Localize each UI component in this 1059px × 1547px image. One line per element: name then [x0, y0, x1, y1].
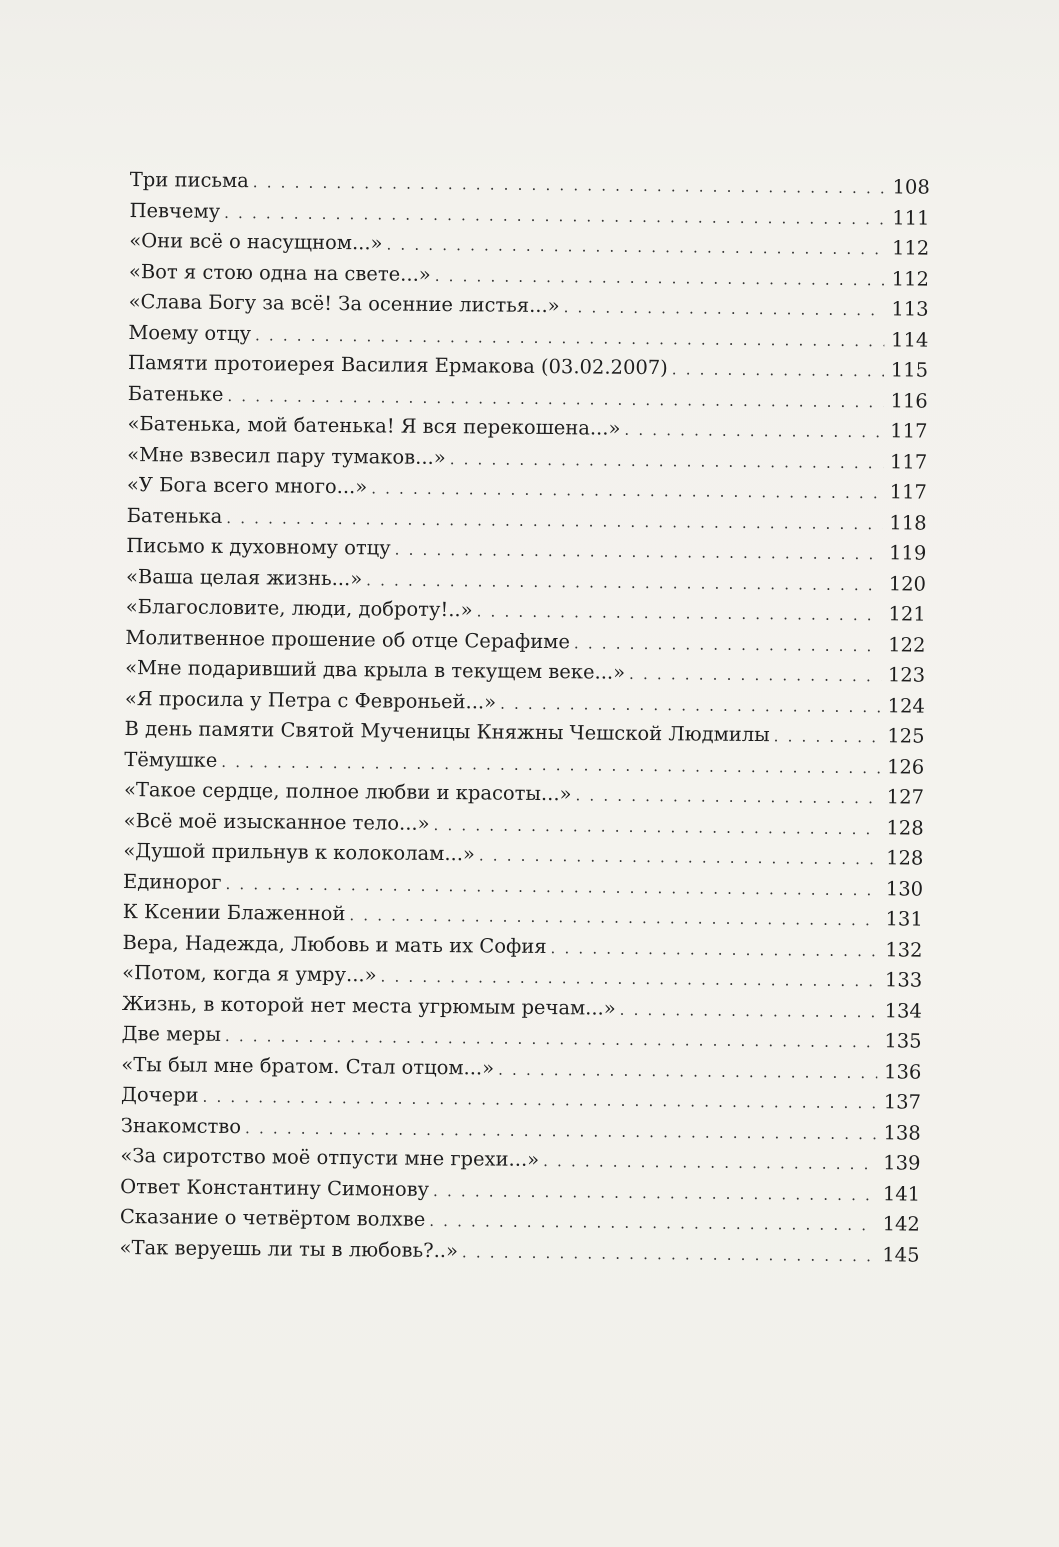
toc-entry-page-number: 112: [891, 236, 930, 260]
toc-dot-leader: [564, 292, 885, 326]
toc-dot-leader: [543, 1146, 877, 1180]
toc-entry-title: Певчему: [129, 198, 221, 223]
toc-dot-leader: [498, 1054, 877, 1088]
toc-entry-page-number: 113: [891, 297, 929, 321]
toc-entry-title: Молитвенное прошение об отце Серафиме: [125, 625, 571, 653]
toc-entry-title: «Они всё о насущном...»: [129, 228, 383, 255]
toc-entry-page-number: 139: [883, 1151, 921, 1175]
toc-entry-title: «Я просила у Петра с Февроньей...»: [124, 686, 497, 714]
toc-dot-leader: [462, 1237, 876, 1271]
toc-entry-title: Дочери: [120, 1082, 199, 1107]
toc-entry-page-number: 124: [887, 693, 925, 718]
toc-entry-page-number: 136: [883, 1059, 922, 1084]
toc-entry-page-number: 118: [889, 510, 927, 535]
toc-dot-leader: [500, 688, 881, 722]
toc-dot-leader: [620, 994, 878, 1027]
toc-entry-title: Жизнь, в которой нет места угрюмым речам...»: [121, 991, 616, 1020]
toc-entry-title: «Душой прильнув к колоколам...»: [123, 838, 476, 866]
toc-entry-title: «Мне взвесил пару тумаков...»: [127, 442, 446, 469]
toc-entry-page-number: 128: [886, 815, 924, 840]
toc-entry-title: Батеньке: [127, 381, 224, 406]
toc-entry-page-number: 108: [892, 175, 930, 199]
toc-dot-leader: [550, 933, 878, 967]
toc-entry-title: В день памяти Святой Мученицы Княжны Чешской Людмилы: [124, 716, 770, 747]
toc-entry-title: Батенька: [126, 503, 223, 528]
toc-entry-title: Две меры: [121, 1021, 222, 1046]
toc-dot-leader: [774, 721, 881, 753]
toc-entry-page-number: 122: [888, 632, 926, 657]
toc-dot-leader: [672, 354, 885, 387]
toc-entry-page-number: 132: [885, 937, 923, 962]
toc-entry-title: «Мне подаривший два крыла в текущем веке...»: [125, 655, 626, 684]
toc-entry-page-number: 112: [891, 266, 930, 291]
toc-entry-page-number: 137: [883, 1090, 922, 1114]
toc-entry-title: «Потом, когда я умру...»: [122, 960, 377, 987]
toc-entry-page-number: 141: [882, 1181, 921, 1206]
toc-dot-leader: [629, 659, 881, 692]
toc-entry-page-number: 125: [887, 724, 925, 748]
toc-entry-page-number: 116: [890, 388, 928, 413]
toc-entry-title: Памяти протоиерея Василия Ермакова (03.02.2007): [127, 350, 668, 380]
toc-entry-title: Знакомство: [120, 1113, 242, 1138]
toc-entry-title: Сказание о четвёртом волхве: [119, 1204, 426, 1231]
toc-entry-page-number: 127: [886, 785, 925, 809]
toc-entry-page-number: 117: [889, 449, 928, 474]
toc-dot-leader: [429, 1206, 876, 1241]
toc-dot-leader: [395, 535, 883, 570]
toc-entry-title: Письмо к духовному отцу: [126, 533, 391, 560]
toc-entry-page-number: 114: [891, 327, 929, 352]
toc-entry-title: Ответ Константину Симонову: [120, 1174, 430, 1201]
toc-dot-leader: [433, 809, 879, 844]
toc-entry-page-number: 120: [888, 571, 927, 596]
toc-entry-title: Вера, Надежда, Любовь и мать их София: [122, 930, 547, 958]
toc-entry-page-number: 145: [882, 1242, 920, 1267]
toc-entry-title: «Ваша целая жизнь...»: [125, 564, 363, 590]
toc-entry-title: Моему отцу: [128, 320, 252, 345]
toc-entry-title: «За сиротство моё отпусти мне грехи...»: [120, 1143, 540, 1171]
toc-entry-page-number: 119: [888, 541, 927, 565]
toc-entry-page-number: 133: [884, 968, 923, 992]
toc-dot-leader: [575, 780, 880, 813]
toc-entry-title: Тёмушке: [124, 747, 218, 772]
toc-entry-page-number: 142: [882, 1212, 920, 1236]
toc-entry-page-number: 130: [885, 876, 924, 901]
toc-entry-page-number: 117: [889, 480, 928, 504]
toc-dot-leader: [479, 840, 880, 874]
toc-entry-page-number: 134: [884, 998, 923, 1023]
toc-entry-page-number: 121: [888, 602, 926, 626]
toc-entry-page-number: 117: [890, 419, 928, 443]
table-of-contents: [119, 165, 930, 1271]
toc-entry-page-number: 131: [885, 907, 923, 931]
toc-dot-leader: [624, 415, 883, 448]
toc-entry-title: «Всё моё изысканное тело...»: [123, 808, 430, 835]
toc-entry-page-number: 111: [892, 205, 930, 230]
toc-entry-title: «Ты был мне братом. Стал отцом...»: [121, 1052, 495, 1080]
toc-entry-page-number: 128: [886, 846, 924, 870]
toc-entry-title: «Слава Богу за всё! За осенние листья...»: [128, 289, 560, 318]
toc-entry-title: «У Бога всего много...»: [126, 472, 368, 499]
toc-entry-title: К Ксении Блаженной: [122, 899, 346, 926]
toc-dot-leader: [433, 1175, 876, 1210]
toc-entry-page-number: 138: [883, 1120, 921, 1145]
toc-entry-page-number: 123: [887, 663, 926, 687]
toc-entry-title: «Вот я стою одна на свете...»: [128, 259, 431, 286]
toc-entry-page-number: 135: [884, 1029, 922, 1053]
toc-dot-leader: [386, 229, 885, 264]
toc-entry-page-number: 115: [890, 358, 929, 382]
toc-dot-leader: [371, 473, 883, 508]
toc-dot-leader: [450, 444, 884, 479]
toc-entry-title: «Такое сердце, полное любви и красоты...»: [123, 777, 572, 806]
toc-entry-title: Единорог: [123, 869, 222, 894]
toc-entry-title: Три письма: [129, 167, 249, 193]
toc-entry-title: «Благословите, люди, доброту!..»: [125, 594, 473, 622]
toc-entry-page-number: 126: [886, 754, 925, 779]
toc-entry-title: «Так веруешь ли ты в любовь?..»: [119, 1235, 459, 1262]
toc-dot-leader: [574, 628, 882, 661]
toc-entry-title: «Батенька, мой батенька! Я вся перекошена...»: [127, 411, 621, 440]
